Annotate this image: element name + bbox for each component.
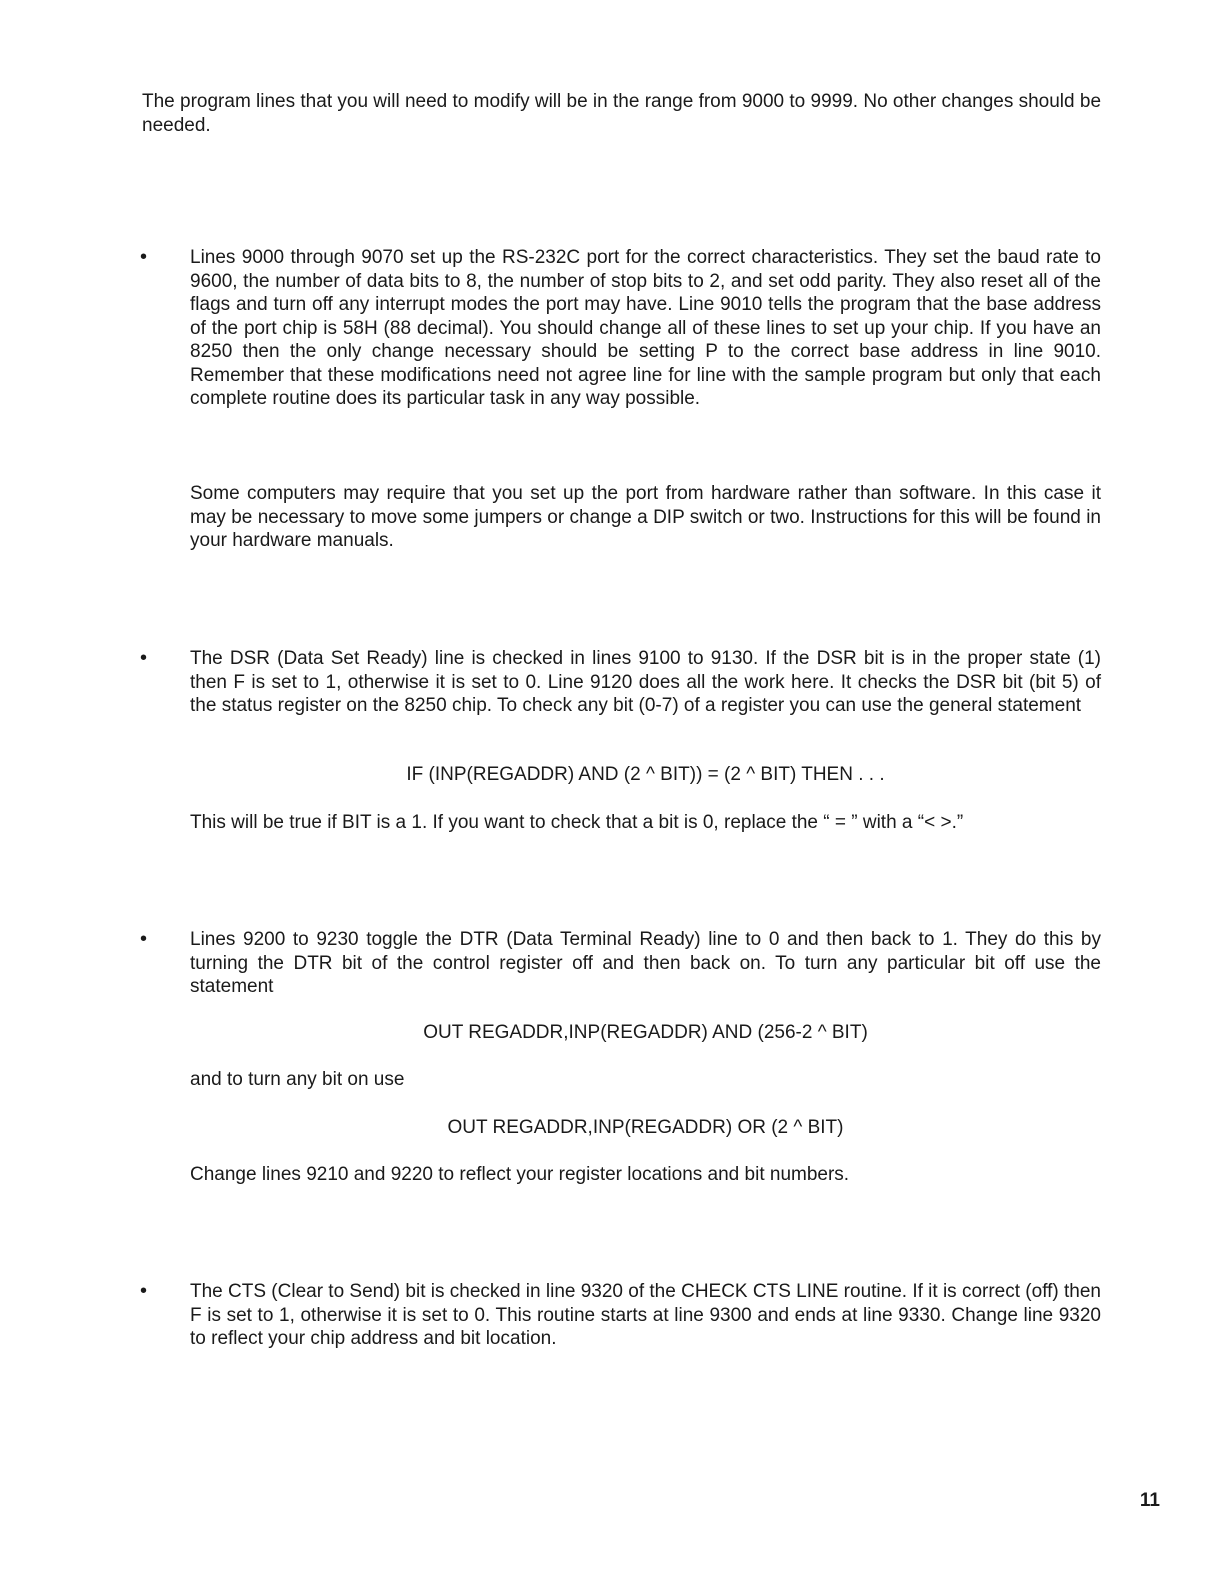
dtr-toggle-paragraph: Lines 9200 to 9230 toggle the DTR (Data Terminal Ready) line to 0 and then back to 1. They do this by turning the DTR bit of the control register off and then back on. To turn any particular bit off use the statement: [190, 929, 1101, 997]
hardware-setup-paragraph: Some computers may require that you set up the port from hardware rather than software. In this case it may be necessary to move some jumpers or change a DIP switch or two. Instructions for this will be found in your hardware manuals.: [190, 483, 1101, 551]
rs232-setup-paragraph: Lines 9000 through 9070 set up the RS-232C port for the correct characteristics. They set the baud rate to 9600, the number of data bits to 8, the number of stop bits to 2, and set odd parity. They also reset all of the flags and turn off any interrupt modes the port may have. Line 9010 tells the program that the base address of the port chip is 58H (88 decimal). You should change all of these lines to set up your chip. If you have an 8250 then the only change necessary should be setting P to the correct base address in line 9010. Remember that these modifications need not agree line for line with the sample program but only that each complete routine does its particular task in any way possible.: [190, 247, 1101, 409]
dsr-check-paragraph: The DSR (Data Set Ready) line is checked in lines 9100 to 9130. If the DSR bit is in the proper state (1) then F is set to 1, otherwise it is set to 0. Line 9120 does all the work here. It checks the DSR bit (bit 5) of the status register on the 8250 chip. To check any bit (0-7) of a register you can use the general statement: [190, 648, 1101, 716]
dtr-closing-paragraph: Change lines 9210 and 9220 to reflect your register locations and bit numbers.: [190, 1164, 850, 1185]
bit-on-intro: and to turn any bit on use: [190, 1069, 405, 1090]
code-statement: OUT REGADDR,INP(REGADDR) AND (256-2 ^ BIT): [423, 1022, 868, 1043]
page-number: 11: [1139, 1490, 1160, 1511]
dsr-note-paragraph: This will be true if BIT is a 1. If you want to check that a bit is 0, replace the “ = ” with a “< >.”: [190, 812, 964, 833]
bullet-point: •: [140, 246, 148, 268]
bullet-point: •: [140, 647, 148, 669]
code-statement: OUT REGADDR,INP(REGADDR) OR (2 ^ BIT): [447, 1117, 844, 1138]
intro-paragraph: The program lines that you will need to modify will be in the range from 9000 to 9999. No other changes should be needed.: [142, 91, 1102, 136]
bullet-point: •: [140, 928, 148, 950]
cts-check-paragraph: The CTS (Clear to Send) bit is checked in line 9320 of the CHECK CTS LINE routine. If it is correct (off) then F is set to 1, otherwise it is set to 0. This routine starts at line 9300 and ends at line 9330. Change line 9320 to reflect your chip address and bit location.: [190, 1281, 1101, 1349]
code-statement: IF (INP(REGADDR) AND (2 ^ BIT)) = (2 ^ BIT) THEN . . .: [406, 764, 885, 785]
bullet-point: •: [140, 1280, 148, 1302]
